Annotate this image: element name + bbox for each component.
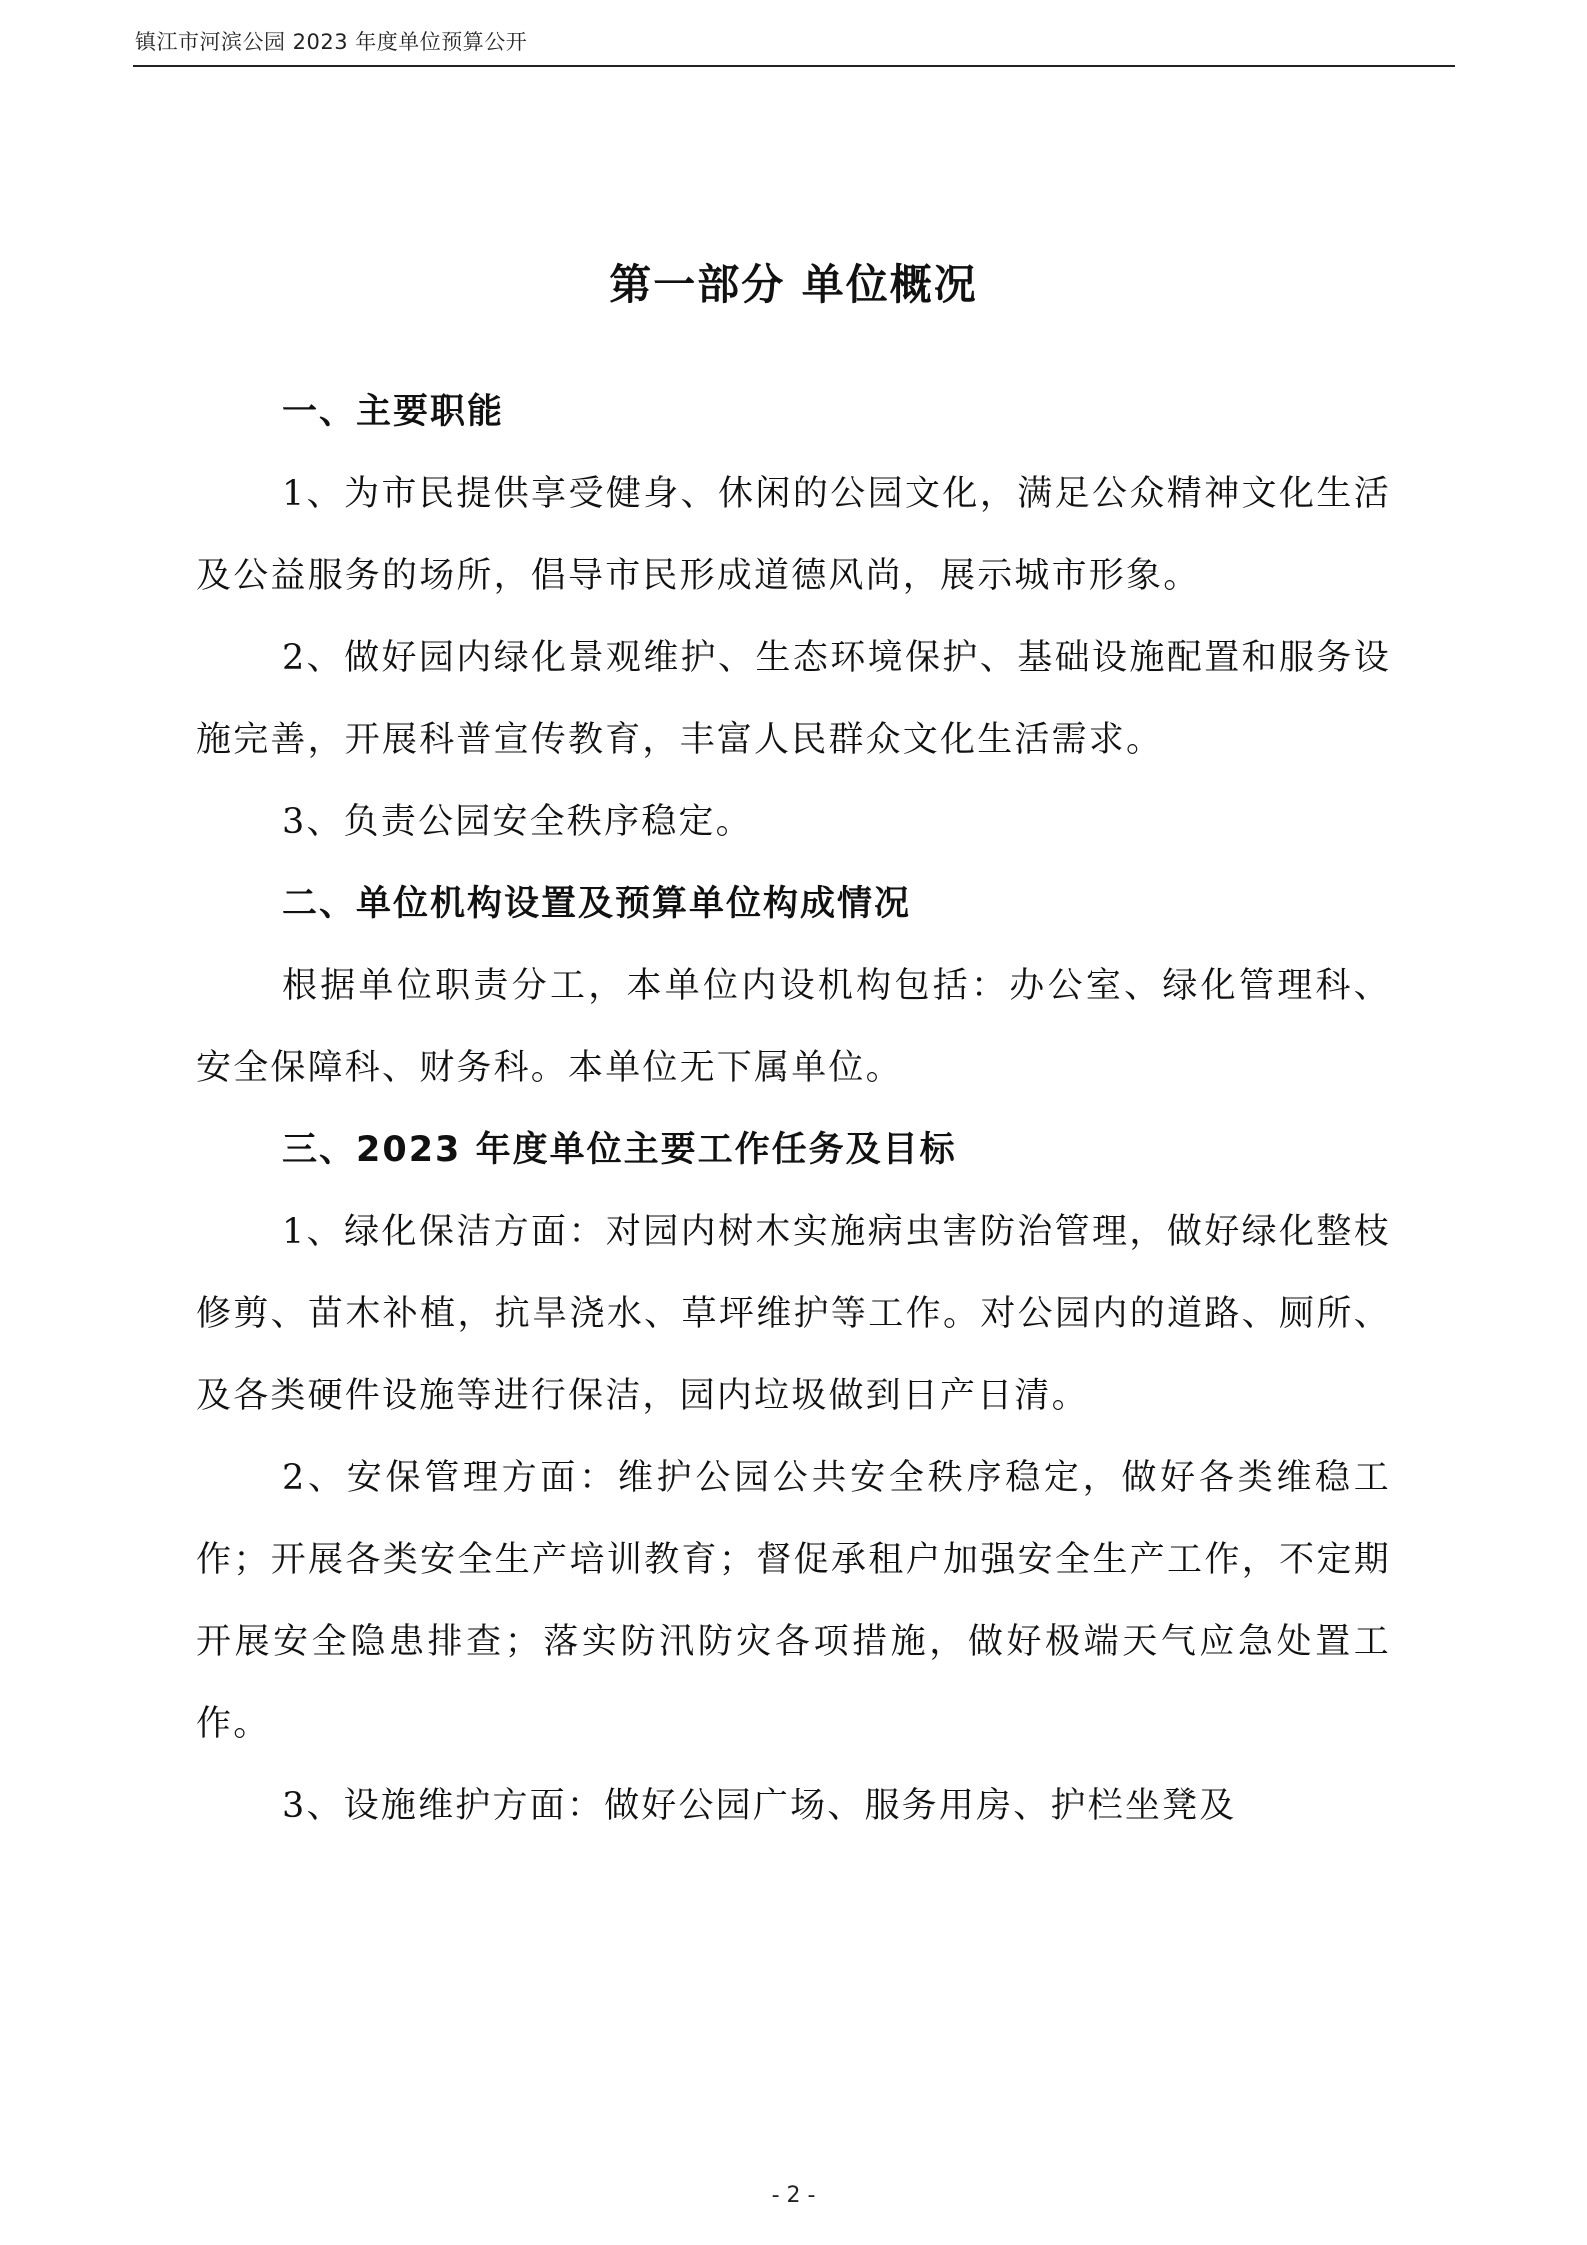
body-paragraph: 2、做好园内绿化景观维护、生态环境保护、基础设施配置和服务设施完善，开展科普宣传教育，丰富人民群众文化生活需求。 [196,638,1391,760]
body-paragraph: 1、绿化保洁方面：对园内树木实施病虫害防治管理，做好绿化整枝修剪、苗木补植，抗旱浇水、草坪维护等工作。对公园内的道路、厕所、及各类硬件设施等进行保洁，园内垃圾做到日产日清。 [196,1212,1391,1416]
body-paragraph: 3、设施维护方面：做好公园广场、服务用房、护栏坐凳及 [282,1786,1237,1826]
part-title: 第一部分 单位概况 [609,260,978,309]
section-heading: 三、2023 年度单位主要工作任务及目标 [282,1130,957,1170]
header-rule [133,65,1455,67]
body-paragraph: 根据单位职责分工，本单位内设机构包括：办公室、绿化管理科、安全保障科、财务科。本单位无下属单位。 [196,966,1391,1088]
body-paragraph: 3、负责公园安全秩序稳定。 [282,802,753,842]
body-paragraph: 1、为市民提供享受健身、休闲的公园文化，满足公众精神文化生活及公益服务的场所，倡导市民形成道德风尚，展示城市形象。 [196,474,1391,596]
section-heading: 二、单位机构设置及预算单位构成情况 [282,884,912,924]
page-number: - 2 - [771,2183,816,2208]
running-header: 镇江市河滨公园 2023 年度单位预算公开 [135,30,528,54]
section-heading: 一、主要职能 [282,392,505,432]
body-paragraph: 2、安保管理方面：维护公园公共安全秩序稳定，做好各类维稳工作；开展各类安全生产培训教育；督促承租户加强安全生产工作，不定期开展安全隐患排查；落实防汛防灾各项措施，做好极端天气应急处置工作。 [196,1458,1391,1744]
document-body [196,371,1391,1847]
